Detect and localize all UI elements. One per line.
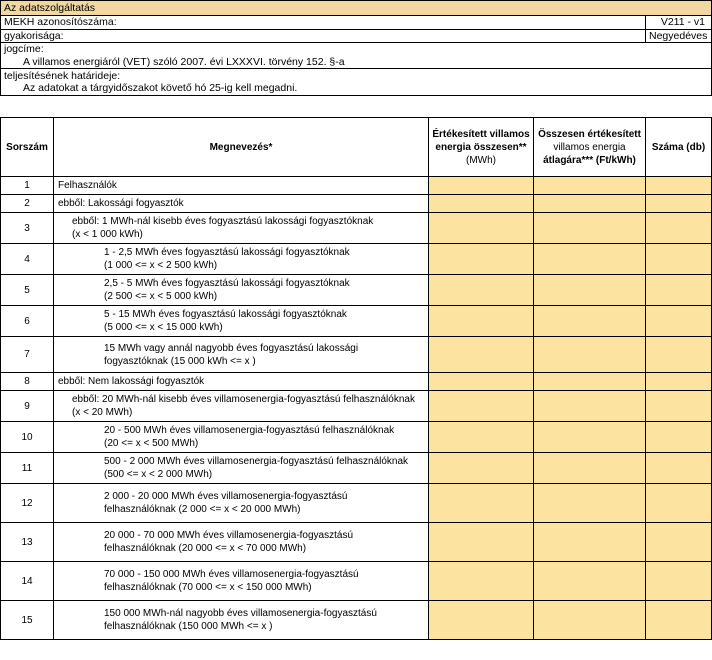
price-input-cell[interactable] — [534, 453, 646, 484]
price-input-cell[interactable] — [534, 275, 646, 306]
row-name — [54, 391, 429, 422]
row-name-text: 2,5 - 5 MWh éves fogyasztású lakossági fogyasztóknak — [104, 278, 350, 289]
data-table — [0, 117, 712, 640]
row-number: 7 — [1, 337, 54, 373]
row-name — [54, 213, 429, 244]
table-row — [1, 562, 712, 601]
row-name-text: 15 MWh vagy annál nagyobb éves fogyasztású lakossági — [104, 342, 359, 354]
row-name-text: 2 000 - 20 000 MWh éves villamosenergia-fogyasztású — [104, 491, 348, 502]
col-header-energy-total — [429, 118, 534, 177]
energy-input-cell[interactable] — [429, 213, 534, 244]
row-name-subtext: (2 500 <= x < 5 000 kWh) — [104, 291, 218, 302]
row-number: 10 — [1, 422, 54, 453]
energy-input-cell[interactable] — [429, 601, 534, 640]
row-name — [54, 275, 429, 306]
table-row — [1, 422, 712, 453]
mekh-id-value: V211 - v1 — [646, 16, 712, 30]
row-name-subtext: (500 <= x < 2 000 MWh) — [104, 469, 213, 480]
energy-input-cell[interactable] — [429, 484, 534, 523]
table-row — [1, 337, 712, 373]
row-number: 1 — [1, 177, 54, 195]
row-name — [54, 484, 429, 523]
col-header-count: Száma (db) — [646, 118, 712, 177]
row-name-subtext: felhasználóknak (150 000 MWh <= x ) — [104, 621, 273, 632]
count-input-cell[interactable] — [646, 601, 712, 640]
price-input-cell[interactable] — [534, 391, 646, 422]
energy-input-cell[interactable] — [429, 373, 534, 391]
col-header-energy-unit: (MWh) — [466, 154, 496, 166]
row-number: 4 — [1, 244, 54, 275]
legal-basis-value: A villamos energiáról (VET) szóló 2007. évi LXXXVI. törvény 152. §-a — [1, 56, 712, 69]
energy-input-cell[interactable] — [429, 453, 534, 484]
row-name-text: 70 000 - 150 000 MWh éves villamosenergia-fogyasztású — [104, 569, 359, 580]
frequency-value: Negyedéves — [646, 29, 712, 43]
col-header-sorszam: Sorszám — [1, 118, 54, 177]
table-row — [1, 453, 712, 484]
energy-input-cell[interactable] — [429, 422, 534, 453]
energy-input-cell[interactable] — [429, 391, 534, 422]
row-name-subtext: (x < 1 000 kWh) — [72, 229, 143, 240]
price-input-cell[interactable] — [534, 306, 646, 337]
table-row — [1, 373, 712, 391]
row-name — [54, 422, 429, 453]
table-row — [1, 213, 712, 244]
table-row — [1, 484, 712, 523]
energy-input-cell[interactable] — [429, 177, 534, 195]
col-header-megnevezes: Megnevezés* — [54, 118, 429, 177]
price-input-cell[interactable] — [534, 195, 646, 213]
price-input-cell[interactable] — [534, 422, 646, 453]
price-input-cell[interactable] — [534, 523, 646, 562]
row-name — [54, 306, 429, 337]
price-input-cell[interactable] — [534, 177, 646, 195]
count-input-cell[interactable] — [646, 306, 712, 337]
table-row — [1, 244, 712, 275]
count-input-cell[interactable] — [646, 484, 712, 523]
row-name — [54, 244, 429, 275]
row-number: 13 — [1, 523, 54, 562]
row-name — [54, 177, 429, 195]
count-input-cell[interactable] — [646, 177, 712, 195]
row-name — [54, 195, 429, 213]
count-input-cell[interactable] — [646, 523, 712, 562]
energy-input-cell[interactable] — [429, 562, 534, 601]
row-name-text: 1 - 2,5 MWh éves fogyasztású lakossági fogyasztóknak — [104, 247, 350, 258]
row-name — [54, 523, 429, 562]
row-name — [54, 453, 429, 484]
row-name-text: 20 000 - 70 000 MWh éves villamosenergia-fogyasztású — [104, 530, 354, 541]
table-row — [1, 177, 712, 195]
price-input-cell[interactable] — [534, 337, 646, 373]
row-name-subtext: fogyasztóknak (15 000 kWh <= x ) — [104, 355, 256, 367]
row-name-subtext: felhasználóknak (20 000 <= x < 70 000 MWh) — [104, 543, 307, 554]
count-input-cell[interactable] — [646, 195, 712, 213]
frequency-label: gyakorisága: — [1, 29, 646, 43]
col-header-avg-price-line2: villamos energia — [553, 141, 626, 153]
table-row — [1, 275, 712, 306]
col-header-avg-price — [534, 118, 646, 177]
row-number: 2 — [1, 195, 54, 213]
count-input-cell[interactable] — [646, 453, 712, 484]
deadline-label: teljesítésének határideje: — [1, 69, 712, 82]
col-header-energy-total-text: Értékesített villamos energia összesen** — [432, 128, 530, 153]
row-number: 3 — [1, 213, 54, 244]
row-name-subtext: (20 <= x < 500 MWh) — [104, 438, 199, 449]
row-name-subtext: (1 000 <= x < 2 500 kWh) — [104, 260, 218, 271]
row-name-text: ebből: 20 MWh-nál kisebb éves villamosenergia-fogyasztású felhasználóknak — [72, 394, 415, 405]
row-name-text: 20 - 500 MWh éves villamosenergia-fogyasztású felhasználóknak — [104, 425, 395, 436]
table-row — [1, 391, 712, 422]
price-input-cell[interactable] — [534, 373, 646, 391]
row-name-text: Felhasználók — [58, 180, 117, 191]
row-name — [54, 562, 429, 601]
count-input-cell[interactable] — [646, 562, 712, 601]
energy-input-cell[interactable] — [429, 523, 534, 562]
row-number: 6 — [1, 306, 54, 337]
row-number: 15 — [1, 601, 54, 640]
col-header-avg-price-line3: átlagára*** — [543, 154, 594, 166]
count-input-cell[interactable] — [646, 275, 712, 306]
row-name-text: ebből: Lakossági fogyasztók — [58, 198, 184, 209]
count-input-cell[interactable] — [646, 422, 712, 453]
section-title: Az adatszolgáltatás — [1, 1, 712, 16]
row-name-subtext: (x < 20 MWh) — [72, 407, 133, 418]
table-header-row — [1, 118, 712, 177]
row-name-subtext: felhasználóknak (70 000 <= x < 150 000 MWh) — [104, 582, 312, 593]
count-input-cell[interactable] — [646, 213, 712, 244]
price-input-cell[interactable] — [534, 213, 646, 244]
col-header-avg-price-unit: (Ft/kWh) — [595, 154, 636, 166]
row-number: 11 — [1, 453, 54, 484]
table-row — [1, 195, 712, 213]
table-row — [1, 601, 712, 640]
energy-input-cell[interactable] — [429, 337, 534, 373]
row-name-subtext: (5 000 <= x < 15 000 kWh) — [104, 322, 223, 333]
row-name-text: 150 000 MWh-nál nagyobb éves villamosenergia-fogyasztású — [104, 608, 377, 619]
energy-input-cell[interactable] — [429, 275, 534, 306]
mekh-id-label: MEKH azonosítószáma: — [1, 16, 646, 30]
count-input-cell[interactable] — [646, 373, 712, 391]
table-row — [1, 523, 712, 562]
row-name — [54, 337, 429, 373]
price-input-cell[interactable] — [534, 244, 646, 275]
legal-basis-label: jogcíme: — [1, 43, 712, 56]
count-input-cell[interactable] — [646, 391, 712, 422]
row-number: 12 — [1, 484, 54, 523]
row-name-text: 5 - 15 MWh éves fogyasztású lakossági fogyasztóknak — [104, 309, 347, 320]
price-input-cell[interactable] — [534, 562, 646, 601]
row-number: 8 — [1, 373, 54, 391]
row-number: 14 — [1, 562, 54, 601]
energy-input-cell[interactable] — [429, 244, 534, 275]
deadline-value: Az adatokat a tárgyidőszakot követő hó 25-ig kell megadni. — [1, 82, 712, 95]
row-name — [54, 373, 429, 391]
row-name-text: 500 - 2 000 MWh éves villamosenergia-fogyasztású felhasználóknak — [104, 456, 409, 467]
row-name-text: ebből: Nem lakossági fogyasztók — [58, 376, 205, 387]
count-input-cell[interactable] — [646, 244, 712, 275]
row-number: 5 — [1, 275, 54, 306]
price-input-cell[interactable] — [534, 601, 646, 640]
energy-input-cell[interactable] — [429, 306, 534, 337]
row-name-text: ebből: 1 MWh-nál kisebb éves fogyasztású lakossági fogyasztóknak — [72, 216, 374, 227]
price-input-cell[interactable] — [534, 484, 646, 523]
table-row — [1, 306, 712, 337]
count-input-cell[interactable] — [646, 337, 712, 373]
row-number: 9 — [1, 391, 54, 422]
row-name-subtext: felhasználóknak (2 000 <= x < 20 000 MWh) — [104, 504, 301, 515]
energy-input-cell[interactable] — [429, 195, 534, 213]
col-header-avg-price-line1: Összesen értékesített — [538, 128, 641, 140]
info-table — [0, 0, 712, 96]
row-name — [54, 601, 429, 640]
